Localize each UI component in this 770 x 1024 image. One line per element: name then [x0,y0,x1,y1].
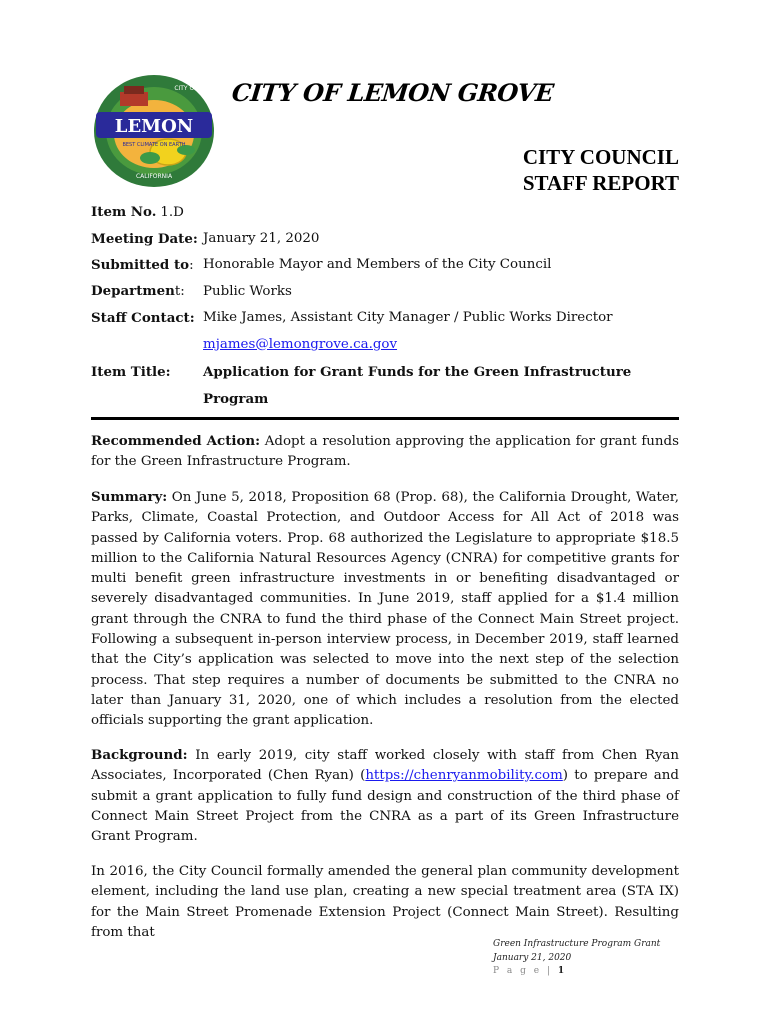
submitted-to-label-wrap [91,257,203,273]
recommended-action-paragraph [91,431,679,473]
logo-ring-text: CITY OF [174,85,198,92]
submitted-to-colon: : [189,257,194,273]
department-label: Departmen [91,283,175,300]
footer-page-number [493,965,660,979]
footer-page-value: 1 [557,966,565,976]
report-heading [523,144,679,196]
section-divider [91,417,679,420]
item-title-label: Item Title: [91,364,171,381]
logo-text: LEMON [114,116,194,137]
item-title-value: Application for Grant Funds for the Green Infrastructure Program [203,364,632,407]
footer-title: Green Infrastructure Program Grant [493,939,661,949]
report-heading-line2: STAFF REPORT [522,171,679,195]
background-paragraph [91,745,679,847]
department-row [91,278,691,304]
footer-page-label: P a g e | [493,966,553,976]
department-value: Public Works [203,283,292,299]
page-footer [493,938,660,979]
staff-email-row [91,331,691,357]
department-label-tail: t: [174,284,185,300]
general-plan-paragraph [91,862,679,943]
staff-contact-label: Staff Contact: [91,309,195,326]
item-no-value: 1.D [160,204,184,220]
city-title: CITY OF LEMON GROVE [230,78,555,107]
chen-ryan-link[interactable]: https://chenryanmobility.com [365,768,563,784]
meeting-date-row [91,225,691,251]
staff-contact-email-link[interactable]: mjames@lemongrove.ca.gov [203,336,398,352]
submitted-to-value: Honorable Mayor and Members of the City Council [203,257,552,273]
summary-text: On June 5, 2018, Proposition 68 (Prop. 68), the California Drought, Water, Parks, Climate, Coastal Protection, and Outdoor Access for All Act of 2018 was passed by California voters. Prop. 68 authorized the Legislature to appropriate $18.5 million to the California Natural Resources Agency (CNRA) for competitive grants for multi benefit green infrastructure investments in or benefiting disadvantaged or severely disadvantaged communities. In June 2019, staff applied for a $1.4 million grant through the CNRA to fund the third phase of the Connect Main Street project. Following a subsequent in-person interview process, in December 2019, staff learned that the City’s application was selected to move into the next step of the selection process. That step requires a number of documents be submitted to the CNRA no later than January 31, 2020, one of which includes a resolution from the elected officials supporting the grant application. [91,490,679,729]
meeting-date-value: January 21, 2020 [203,231,320,247]
submitted-to-label: Submitted to [91,256,190,273]
summary-paragraph [91,487,679,732]
report-heading-line1: CITY COUNCIL [522,145,679,169]
general-plan-text: In 2016, the City Council formally amended the general plan community development element, including the land use plan, creating a new special treatment area (STA IX) for the Main Street Promenade Extension Project (Connect Main Street). Resulting from that [91,864,679,940]
city-seal-logo [90,72,218,190]
logo-tagline: BEST CLIMATE ON EARTH [122,142,186,148]
staff-contact-value: Mike James, Assistant City Manager / Public Works Director [203,310,613,326]
staff-contact-row [91,305,691,331]
report-metadata [91,199,691,412]
department-label-wrap [91,283,203,299]
background-text-1: In early 2019, city staff worked closely with staff from Chen Ryan Associates, Incorporated (Chen Ryan) ( [91,748,680,784]
background-label: Background: [91,747,188,763]
footer-date: January 21, 2020 [493,952,572,963]
logo-bottom-ring-text: CALIFORNIA [135,173,173,180]
item-no-label: Item No. [91,204,157,221]
item-no-row [91,199,691,225]
background-text-2: ) to prepare and submit a grant application to fully fund design and construction of the third phase of Connect Main Street Project from the CNRA as a part of its Green Infrastructure Grant Program. [91,768,679,845]
meeting-date-label: Meeting Date: [91,230,198,247]
submitted-to-row [91,252,691,278]
summary-label: Summary: [91,489,168,505]
recommended-action-text: Adopt a resolution approving the application for grant funds for the Green Infrastructure Program. [91,434,679,470]
item-title-row [91,359,691,412]
recommended-action-label: Recommended Action: [91,433,261,449]
